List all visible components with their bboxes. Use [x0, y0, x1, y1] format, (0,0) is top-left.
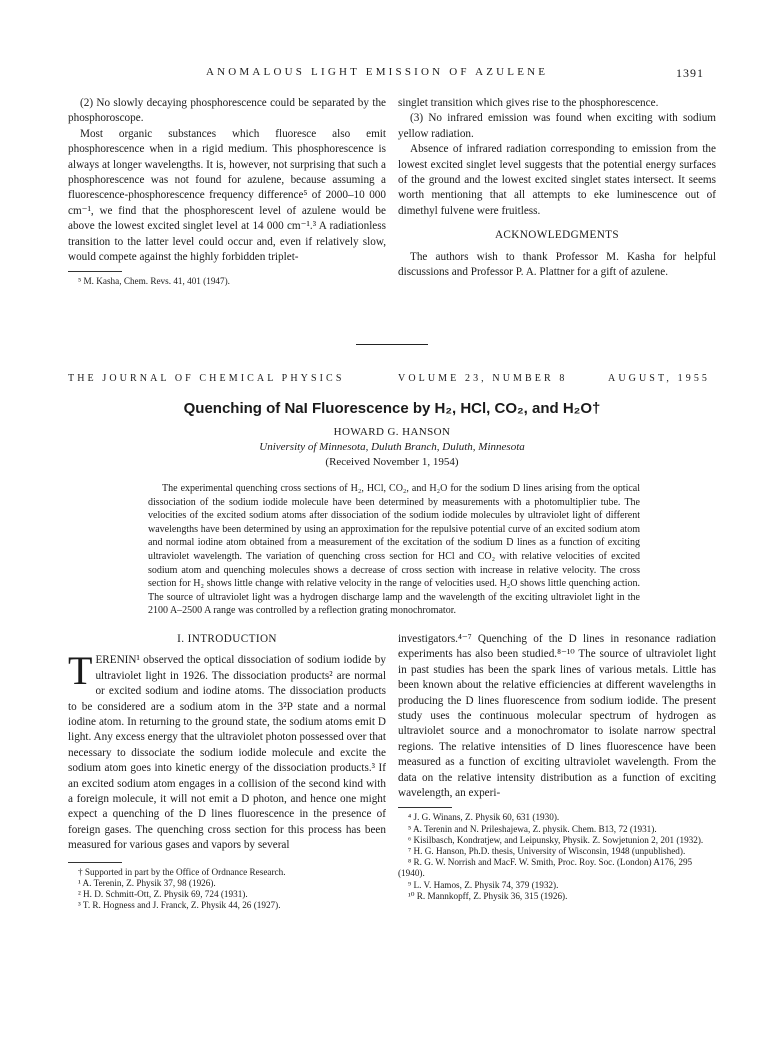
footnote-rule — [68, 862, 122, 863]
footnote: ³ T. R. Hogness and J. Franck, Z. Physik 44, 26 (1927). — [78, 900, 281, 911]
footnote: ⁷ H. G. Hanson, Ph.D. thesis, University of Wisconsin, 1948 (unpublished). — [408, 846, 686, 857]
journal-date: AUGUST, 1955 — [608, 373, 711, 384]
received-date: (Received November 1, 1954) — [325, 456, 459, 468]
footnote-rule — [398, 807, 452, 808]
acknowledgments-text: The authors wish to thank Professor M. Kasha for helpful discussions and Professor P. A. Plattner for a gift of azulene. — [398, 250, 716, 279]
paragraph: (2) No slowly decaying phosphorescence could be separated by the phosphoroscope. — [68, 97, 386, 125]
journal-volume: VOLUME 23, NUMBER 8 — [398, 373, 568, 384]
section-heading: I. INTRODUCTION — [177, 633, 277, 645]
acknowledgments-heading: ACKNOWLEDGMENTS — [494, 229, 620, 242]
journal-bar — [0, 373, 784, 387]
page-number: 1391 — [676, 66, 704, 80]
footnote-rule — [68, 271, 122, 272]
running-header-title: ANOMALOUS LIGHT EMISSION OF AZULENE — [206, 66, 549, 78]
footnote: ⁴ J. G. Winans, Z. Physik 60, 631 (1930). — [408, 812, 560, 823]
article-affiliation: University of Minnesota, Duluth Branch, Duluth, Minnesota — [259, 441, 525, 453]
footnote: ⁵ M. Kasha, Chem. Revs. 41, 401 (1947). — [78, 276, 230, 287]
intro-text: ERENIN¹ observed the optical dissociation of sodium iodide by ultraviolet light in 1926. The dissociation products² are normal or excited sodium and iodine atoms. The dissociation products to be considered are a sodium atom in the 3²P state and a normal iodine atom. In returning to the ground state, the sodium atoms emit D light. Any excess energy that the ultraviolet photon possessed over that necessary to dissociate the sodium iodide molecule and excite the sodium atom goes into kinetic energy of the dissociation products.³ If an excited sodium atom engages in a collision of the second kind with a foreign molecule, it will not emit a D photon, and hence one might expect a quenching of the D lines fluorescence in the presence of foreign gases. The quenching cross section for this process has been measured for various gases and vapors by several — [68, 654, 386, 852]
footnote: ⁶ Kisilbasch, Kondratjew, and Leipunsky, Physik. Z. Sowjetunion 2, 201 (1932). — [408, 834, 704, 845]
article-author: HOWARD G. HANSON — [333, 426, 451, 438]
top-left-column — [68, 96, 386, 288]
paragraph: singlet transition which gives rise to the phosphorescence. — [398, 97, 659, 109]
footnote: ¹ A. Terenin, Z. Physik 37, 98 (1926). — [78, 877, 216, 888]
intro-left-column — [68, 632, 386, 912]
intro-continued-text: investigators.⁴⁻⁷ Quenching of the D lines in resonance radiation experiments has also been studied.⁸⁻¹⁰ The source of ultraviolet light in past studies has been the spark lines of various metals. Little has been known about the relative efficiencies at different wavelengths in producing the D lines fluorescence from sodium iodide. The present study uses the continuous molecular spectrum of hydrogen as ultraviolet source and a monochromator to isolate narrow spectral regions. The relative intensities of D lines fluorescence have been measured as a function of exciting ultraviolet wavelength. From the data on the relative intensity distribution as a function of exciting wavelength, an experi- — [398, 633, 716, 800]
footnote: ⁹ L. V. Hamos, Z. Physik 74, 379 (1932). — [408, 879, 559, 890]
right-footnotes — [398, 812, 716, 902]
footnote: † Supported in part by the Office of Ordnance Research. — [78, 866, 286, 877]
paragraph: Most organic substances which fluoresce also emit phosphorescence when in a rigid medium. This phosphorescence is always at longer wavelengths. It is, however, not surprising that such a phosphorescence was not found for azulene, because assuming a fluorescence-phosphorescence frequency difference⁵ of 2000–10 000 cm⁻¹, we find that the phosphorescent level of azulene would be above the lowest excited singlet level at 14 000 cm⁻¹.³ A radiationless transition to the latter level could occur and, even if relatively slow, would compete against the highly forbidden triplet- — [68, 127, 386, 264]
left-footnotes — [68, 867, 386, 912]
paragraph: Absence of infrared radiation corresponding to emission from the lowest excited singlet level suggests that the potential energy surfaces of the ground and the lowest excited singlet states intersect. It seems worth mentioning that all attempts to eke luminescence out of dimethyl fulvene were fruitless. — [398, 143, 716, 217]
paragraph: (3) No infrared emission was found when exciting with sodium yellow radiation. — [398, 112, 716, 140]
footnote: ⁸ R. G. W. Norrish and MacF. W. Smith, Proc. Roy. Soc. (London) A176, 295 (1940). — [398, 857, 693, 879]
drop-cap: T — [68, 648, 93, 694]
abstract: The experimental quenching cross sections of H₂, HCl, CO₂, and H₂O for the sodium D lines arising from the optical dissociation of the sodium iodide molecule have been determined by measurements with a photomultiplier tube. The velocities of the excited sodium atoms after dissociation of the sodium iodide molecules by ultraviolet light of different wavelengths have been determined by using an approximation for the repulsive potential curve of an excited sodium atom and normal iodine atom obtained from a measurement of the excitation of the sodium D lines as a function of exciting ultraviolet wavelength. The variation of quenching cross section for HCl and CO₂ with relative velocities of excited sodium atom and quenching molecules shows a decrease of cross section with increase in relative velocity. The cross section for H₂ shows little change with relative velocity in the range of velocities used. H₂O shows little quenching action. The source of ultraviolet light was a hydrogen discharge lamp and the wavelength of the exciting ultraviolet light in the 2100 A–2500 A range was controlled by a reflection grating monochromator. — [148, 483, 640, 617]
top-right-column — [398, 96, 716, 280]
intro-right-column — [398, 632, 716, 902]
running-header — [0, 66, 784, 80]
journal-name: THE JOURNAL OF CHEMICAL PHYSICS — [68, 373, 345, 384]
article-title: Quenching of NaI Fluorescence by H₂, HCl, CO₂, and H₂O† — [183, 400, 601, 417]
footnote: ⁵ A. Terenin and N. Prileshajewa, Z. physik. Chem. B13, 72 (1931). — [408, 823, 657, 834]
footnote: ² H. D. Schmitt-Ott, Z. Physik 69, 724 (1931). — [78, 889, 248, 900]
footnote: ¹⁰ R. Mannkopff, Z. Physik 36, 315 (1926). — [408, 890, 568, 901]
section-divider — [356, 344, 428, 345]
